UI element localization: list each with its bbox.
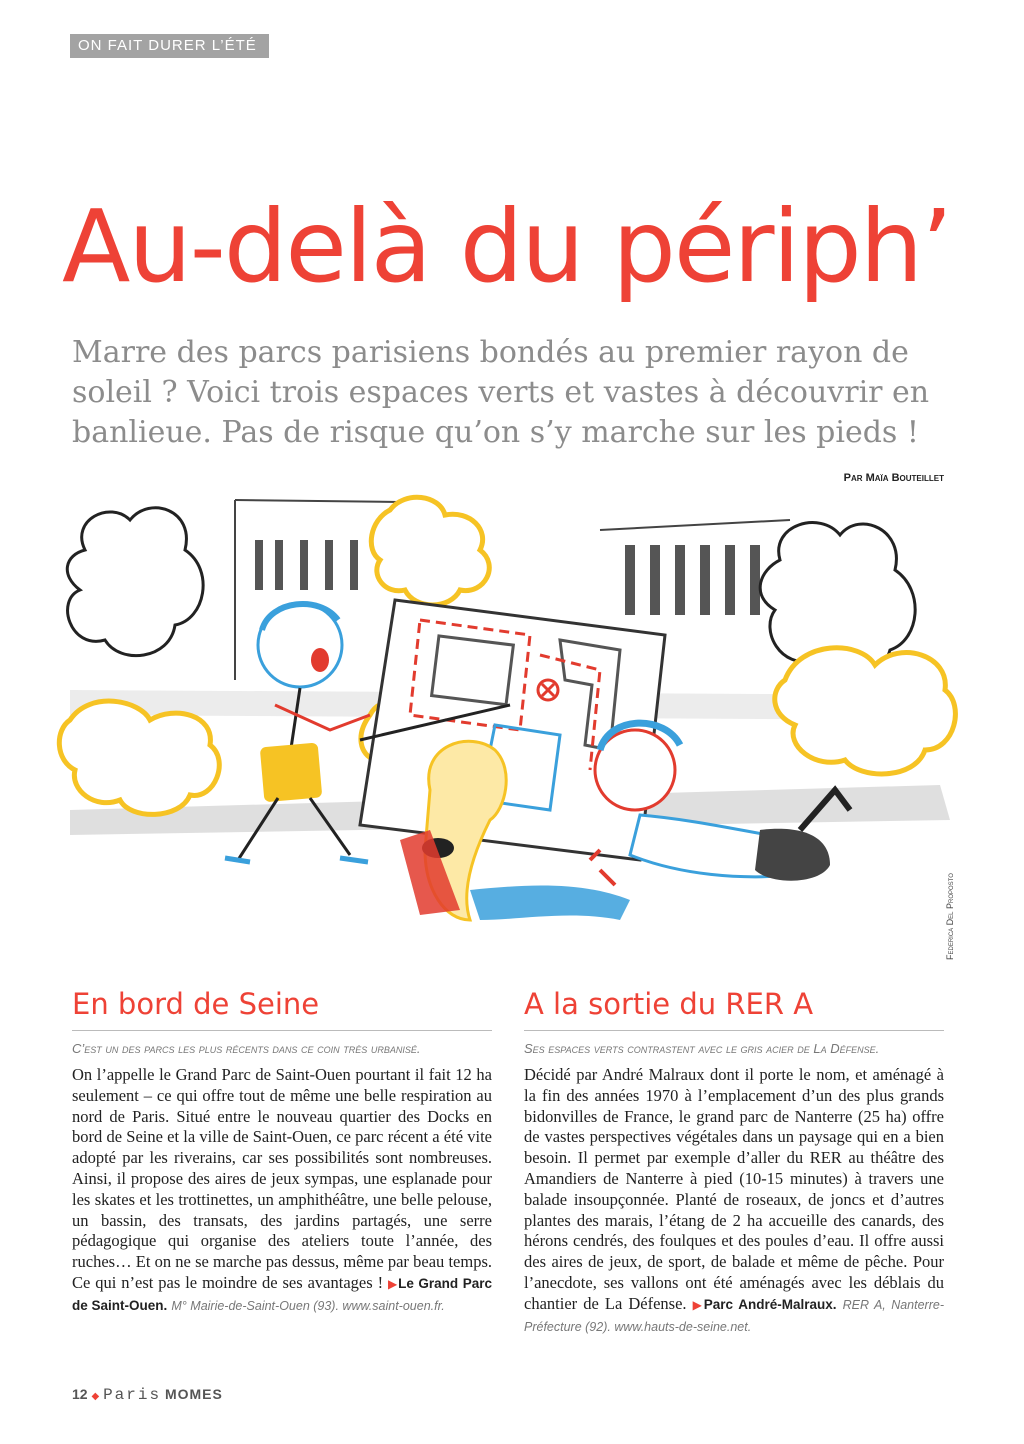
column-right-lead: Ses espaces verts contrastent avec le gris acier de La Défense. — [524, 1041, 880, 1056]
byline — [844, 472, 944, 484]
column-left — [72, 986, 492, 1317]
page-number: 12 — [72, 1386, 88, 1402]
diamond-icon: ◆ — [91, 1391, 100, 1402]
park-illustration — [0, 490, 1024, 960]
section-kicker: ON FAIT DURER L’ÉTÉ — [70, 34, 269, 58]
column-left-text: On l’appelle le Grand Parc de Saint-Ouen pourtant il fait 12 ha seulement – ce qui offre tout de même une belle respiration au nord de Paris. Situé entre le nouveau quartier des Docks en bord de Seine et la ville de Saint-Ouen, ce parc récent a été vite adopté par les riverains, car ses possibilités sont nombreuses. Ainsi, il propose des aires de jeux sympas, une esplanade pour les skates et les trottinettes, un amphithéâtre, une belle pelouse, un bassin, des transats, des jardins partagés, une serre pédagogique qui organise des ateliers toute l’année, des ruches… Et on ne se marche pas dessus, même par beau temps. Ce qui n’est pas le moindre de ses avantages ! — [72, 1065, 492, 1292]
column-right-place: Parc André-Malraux. — [703, 1296, 837, 1312]
column-right-meta: RER A, Nanterre-Préfecture (92). www.hauts-de-seine.net. — [524, 1297, 944, 1334]
column-left-place: Le Grand Parc de Saint-Ouen. — [72, 1275, 492, 1313]
column-right — [524, 986, 944, 1337]
column-right-body — [524, 1065, 944, 1337]
byline-author: Maïa Bouteillet — [865, 472, 944, 484]
brand-momes: MOMES — [164, 1386, 223, 1402]
byline-prefix: Par — [843, 472, 863, 484]
page-footer — [72, 1386, 223, 1404]
column-left-lead: C’est un des parcs les plus récents dans ce coin très urbanisé. — [72, 1041, 421, 1056]
arrow-icon: ▶ — [692, 1297, 704, 1312]
column-left-body — [72, 1065, 492, 1317]
brand-paris: Paris — [103, 1386, 162, 1404]
column-left-heading: En bord de Seine — [72, 987, 320, 1021]
column-left-meta: M° Mairie-de-Saint-Ouen (93). www.saint-ouen.fr. — [171, 1298, 445, 1313]
article-intro: Marre des parcs parisiens bondés au premier rayon de soleil ? Voici trois espaces verts et vastes à découvrir en banlieue. Pas de risque qu’on s’y marche sur les pieds ! — [72, 335, 930, 450]
tree-left — [67, 508, 203, 656]
column-left-rule — [72, 1030, 492, 1031]
column-right-rule — [524, 1030, 944, 1031]
illustration-credit: Federica Del Proposto — [945, 873, 955, 960]
building-right — [600, 520, 790, 615]
article-title: Au-delà du périph’ — [62, 188, 951, 305]
arrow-icon: ▶ — [388, 1276, 399, 1291]
column-right-heading: A la sortie du RER A — [524, 987, 814, 1021]
column-right-text: Décidé par André Malraux dont il porte le nom, et aménagé à la fin des années 1970 à l’emplacement d’un des plus grands bidonvilles de France, le grand parc de Nanterre (25 ha) offre de vastes perspectives végétales dans un paysage qui en a bien besoin. Il permet par exemple d’aller du RER au théâtre des Amandiers de Nanterre à pied (10-15 minutes) à travers une balade insoupçonnée. Planté de roseaux, de joncs et d’autres plantes des marais, l’étang de 2 ha accueille des canards, des hérons cendrés, des foulques et des poules d’eau. Il offre aussi des aires de jeux, de sport, de balade et même de pêche. Pour l’anecdote, ses vallons ont été aménagés avec les déblais du chantier de La Défense. — [524, 1065, 944, 1313]
